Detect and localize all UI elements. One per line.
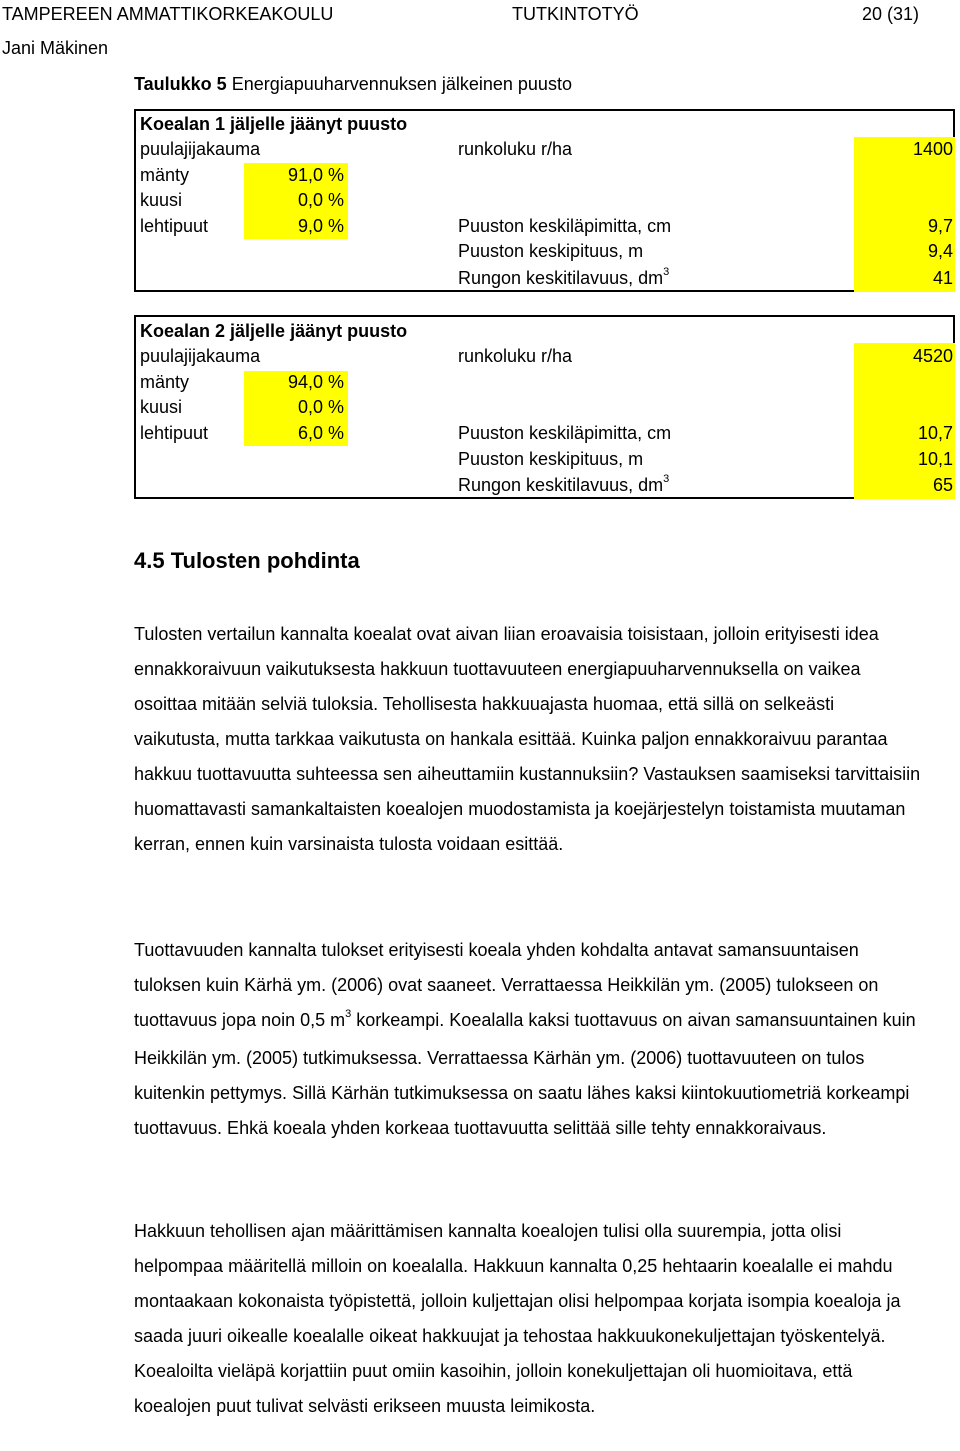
plot-1-species-pct: 0,0 % bbox=[297, 190, 344, 210]
plot-1-species-name: mänty bbox=[140, 165, 190, 185]
paragraph-3: Hakkuun tehollisen ajan määrittämisen kannalta koealojen tulisi olla suurempia, jotta olisi helpompaa määritellä milloin on koealalla. Hakkuun kannalta 0,25 hehtaarin koealalle ei mahdu montaakaan kokonaista työpistettä, jolloin kuljettajan olisi helpompaa korjata isompia koealoja ja saada juuri oikealle koealalle oikeat hakkuujat ja tehostaa hakkuukonekuljettajan työskentelyä. Koealoilta vieläpä korjattiin puut omiin kasoihin, jolloin konekuljettajan oli huomioitava, että koealojen puut tulivat selvästi erikseen muusta leimikosta. bbox=[134, 1221, 901, 1416]
plot-2-distribution-label: puulajijakauma bbox=[140, 346, 261, 366]
plot-2-metric-value: 10,1 bbox=[917, 449, 953, 469]
plot-1-species-name: lehtipuut bbox=[140, 216, 209, 236]
plot-2-metric-value: 10,7 bbox=[917, 423, 953, 443]
plot-1-table bbox=[134, 109, 955, 292]
plot-2-metric-label: Puuston keskiläpimitta, cm bbox=[458, 423, 672, 443]
plot-1-metric-label: Puuston keskiläpimitta, cm bbox=[458, 216, 672, 236]
plot-1-metric-label: Puuston keskipituus, m bbox=[458, 241, 644, 261]
plot-1-distribution-label: puulajijakauma bbox=[140, 139, 261, 159]
plot-1-title: Koealan 1 jäljelle jäänyt puusto bbox=[140, 114, 408, 134]
plot-1-metric-label: Rungon keskitilavuus, $dm^3$ bbox=[458, 266, 670, 288]
plot-2-species-pct: 94,0 % bbox=[287, 372, 344, 392]
plot-1-species-pct: 91,0 % bbox=[287, 165, 344, 185]
plot-2-count-label: runkoluku r/ha bbox=[458, 346, 573, 366]
plot-1-metric-value: 9,7 bbox=[927, 216, 953, 236]
table-caption-text: Energiapuuharvennuksen jälkeinen puusto bbox=[226, 74, 572, 94]
table-caption bbox=[134, 74, 572, 95]
header-author: Jani Mäkinen bbox=[2, 38, 109, 58]
paragraph-1: Tulosten vertailun kannalta koealat ovat aivan liian eroavaisia toisistaan, jolloin erityisesti idea ennakkoraivuun vaikutuksesta hakkuun tuottavuuteen energiapuuharvennuksella on vaikea osoittaa mitään selviä tuloksia. Tehollisesta hakkuuajasta huomaa, että sillä on selkeästi vaikutusta, mutta tarkkaa vaikutusta on hankala esittää. Kuinka paljon ennakkoraivuu parantaa hakkuu tuottavuutta suhteessa sen aiheuttamiin kustannuksiin? Vastauksen saamiseksi tarvittaisiin huomattavasti samankaltaisten koealojen muodostamista ja koejärjestelyn toistamista muutaman kerran, ennen kuin varsinaista tulosta voidaan esittää. bbox=[134, 624, 921, 854]
plot-1-metric-value: 9,4 bbox=[927, 241, 953, 261]
plot-1-count-value: 1400 bbox=[912, 139, 953, 159]
table-caption-label: Taulukko 5 bbox=[134, 74, 227, 94]
plot-2-species-pct: 0,0 % bbox=[297, 397, 344, 417]
plot-1-metric-value: 41 bbox=[932, 268, 953, 288]
plot-2-metric-label: Puuston keskipituus, m bbox=[458, 449, 644, 469]
plot-1-count-label: runkoluku r/ha bbox=[458, 139, 573, 159]
plot-1-species-name: kuusi bbox=[140, 190, 183, 210]
plot-2-metric-label: Rungon keskitilavuus, $dm^3$ bbox=[458, 473, 670, 495]
plot-2-title: Koealan 2 jäljelle jäänyt puusto bbox=[140, 321, 408, 341]
header-doc-type: TUTKINTOTYÖ bbox=[512, 4, 639, 24]
plot-2-metric-value: 65 bbox=[932, 475, 953, 495]
plot-2-species-name: lehtipuut bbox=[140, 423, 209, 443]
plot-2-species-name: kuusi bbox=[140, 397, 183, 417]
plot-2-count-value: 4520 bbox=[912, 346, 953, 366]
section-heading: 4.5 Tulosten pohdinta bbox=[134, 548, 360, 573]
plot-1-species-pct: 9,0 % bbox=[297, 216, 344, 236]
plot-2-table bbox=[134, 315, 955, 499]
header-page-number: 20 (31) bbox=[862, 4, 920, 24]
plot-2-species-name: mänty bbox=[140, 372, 190, 392]
plot-2-species-pct: 6,0 % bbox=[297, 423, 344, 443]
header-school: TAMPEREEN AMMATTIKORKEAKOULU bbox=[2, 4, 334, 24]
paragraph-2: Tuottavuuden kannalta tulokset erityisesti koeala yhden kohdalta antavat samansuuntaisen tuloksen kuin Kärhä ym. (2006) ovat saaneet. Verrattaessa Heikkilän ym. (2005) tulokseen on tuottavuus jopa noin 0,5 $m^3$ korkeampi. Koealalla kaksi tuottavuus on aivan samansuuntainen kuin Heikkilän ym. (2005) tutkimuksessa. Verrattaessa Kärhän ym. (2006) tuottavuuteen on tulos kuitenkin pettymys. Sillä Kärhän tutkimuksessa on saatu lähes kaksi kiintokuutiometriä korkeampi tuottavuus. Ehkä koeala yhden korkeaa tuottavuutta selittää sille tehty ennakkoraivaus. bbox=[134, 940, 916, 1138]
